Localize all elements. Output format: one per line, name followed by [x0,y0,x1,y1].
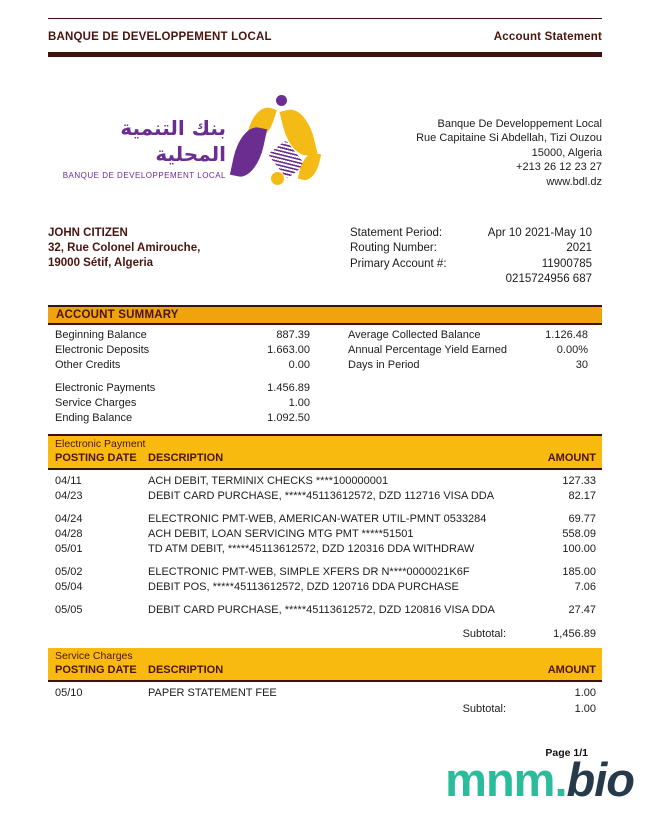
table-column-headers [55,663,596,677]
statement-info-label [350,272,353,288]
transaction-amount: 27.47 [568,603,596,616]
transaction-date: 04/24 [55,512,83,525]
summary-value: 1.092.50 [267,411,310,424]
section-title: Electronic Payment [55,437,146,450]
transaction-date: 04/23 [55,489,83,502]
transaction-date: 05/02 [55,565,83,578]
statement-info-label: Statement Period: [350,226,443,239]
customer-address-block [48,226,200,288]
service-charges-rows [48,682,602,701]
transaction-amount: 1.00 [574,686,596,699]
summary-label: Service Charges [55,396,137,409]
statement-info-row [350,226,602,242]
column-amount: AMOUNT [547,451,596,464]
masthead [48,31,602,43]
bank-address-line: Banque De Developpement Local [437,117,602,130]
statement-info-block [350,226,602,288]
statement-info-row [350,272,602,288]
transaction-row [55,603,596,618]
summary-right-column [348,328,588,426]
masthead-document-title: Account Statement [493,31,602,43]
header-divider [48,52,602,57]
transaction-amount: 558.09 [562,527,596,540]
logo-purple-petal-left [230,123,267,179]
transaction-date: 04/28 [55,527,83,540]
statement-info-value: 11900785 [541,257,592,270]
transaction-description: DEBIT POS, *****45113612572, DZD 120716 DDA PURCHASE [148,580,459,593]
section-title: Service Charges [55,649,133,662]
account-summary-body [48,325,602,426]
electronic-payment-rows [48,470,602,618]
transaction-description: ACH DEBIT, LOAN SERVICING MTG PMT *****51501 [148,527,414,540]
transaction-description: ELECTRONIC PMT-WEB, SIMPLE XFERS DR N****0000021K6F [148,565,470,578]
summary-value: 887.39 [276,328,310,341]
summary-row [55,358,310,373]
logo-row [48,95,602,187]
electronic-payment-header [48,434,602,470]
statement-info-row [350,257,602,273]
transaction-amount: 7.06 [574,580,596,593]
summary-row [55,396,310,411]
transaction-row [55,474,596,489]
logo-yellow-dot [271,172,284,185]
transaction-row [55,686,596,701]
column-posting-date: POSTING DATE [55,451,137,464]
summary-value: 30 [575,358,588,371]
statement-info-label: Routing Number: [350,242,437,254]
summary-value: 0.00 [288,358,310,371]
summary-value: 1.00 [288,396,310,409]
summary-label: Days in Period [348,358,420,371]
summary-row [348,328,588,343]
transaction-description: DEBIT CARD PURCHASE, *****45113612572, DZD 120816 VISA DDA [148,603,495,616]
summary-label: Average Collected Balance [348,328,481,341]
summary-value: 0.00% [556,343,588,356]
transaction-amount: 100.00 [562,542,596,555]
watermark-logo [445,752,634,807]
summary-value: 1.126.48 [545,328,588,341]
subtotal-value: 1,456.89 [553,627,596,640]
bank-logo [48,95,320,187]
bank-address-line: 15000, Algeria [531,146,602,159]
statement-info-value: Apr 10 2021-May 10 [487,226,592,239]
page-number: Page 1/1 [545,746,588,759]
logo-latin-name: BANQUE DE DEVELOPPEMENT LOCAL [62,170,226,180]
bank-logo-icon [234,95,320,187]
subtotal-value: 1.00 [574,702,596,715]
summary-label: Other Credits [55,358,121,371]
summary-row [348,343,588,358]
top-rule [48,18,602,19]
summary-row [348,358,588,373]
summary-row [55,411,310,426]
transaction-row [55,565,596,580]
statement-info-value: 2021 [566,242,592,254]
transaction-description: DEBIT CARD PURCHASE, *****45113612572, DZD 112716 VISA DDA [148,489,495,502]
summary-label: Ending Balance [55,411,133,424]
customer-name: JOHN CITIZEN [48,226,128,239]
electronic-payment-subtotal [48,627,602,642]
transaction-description: PAPER STATEMENT FEE [148,686,277,699]
logo-arabic-name: بنك التنمية المحلية [120,115,226,166]
service-charges-subtotal [48,702,602,717]
transaction-date: 04/11 [55,474,82,487]
transaction-row [55,542,596,557]
transaction-date: 05/04 [55,580,83,593]
transaction-row [55,580,596,595]
summary-value: 1.663.00 [267,343,310,356]
masthead-bank-name: BANQUE DE DEVELOPPEMENT LOCAL [48,31,272,43]
bank-logo-text [48,95,226,180]
transaction-amount: 82.17 [568,489,596,502]
logo-purple-dot [276,95,287,106]
watermark-primary: mnm. [445,753,567,806]
bank-address-line: www.bdl.dz [546,175,602,188]
summary-row [55,381,310,396]
transaction-description: TD ATM DEBIT, *****45113612572, DZD 120316 DDA WITHDRAW [148,542,475,555]
electronic-payment-section [48,434,602,642]
summary-value: 1.456.89 [267,381,310,394]
summary-left-column [55,328,310,426]
statement-info-value: 0215724956 687 [505,273,592,285]
column-description: DESCRIPTION [148,451,224,464]
customer-address-line-1: 32, Rue Colonel Amirouche, [48,241,201,254]
bank-address-line: Rue Capitaine Si Abdellah, Tizi Ouzou [416,132,602,144]
transaction-description: ACH DEBIT, TERMINIX CHECKS ****100000001 [148,474,389,487]
account-summary-header: ACCOUNT SUMMARY [48,305,602,325]
table-column-headers [55,451,596,465]
watermark-secondary: bio [566,753,634,806]
subtotal-label: Subtotal: [462,627,506,640]
transaction-row [55,527,596,542]
statement-info-row [350,241,602,257]
transaction-date: 05/05 [55,603,83,616]
summary-label: Electronic Deposits [55,343,150,356]
bank-address-line: +213 26 12 23 27 [516,161,602,173]
service-charges-section [48,648,602,717]
summary-row [55,343,310,358]
info-row [48,226,602,288]
transaction-description: ELECTRONIC PMT-WEB, AMERICAN-WATER UTIL-PMNT 0533284 [148,512,487,525]
column-amount: AMOUNT [547,663,596,676]
summary-row [55,328,310,343]
column-posting-date: POSTING DATE [55,663,137,676]
transaction-date: 05/10 [55,686,83,699]
bank-address [416,95,602,187]
customer-address-line-2: 19000 Sétif, Algeria [48,256,154,269]
summary-label: Electronic Payments [55,381,156,394]
subtotal-label: Subtotal: [462,702,506,715]
summary-label: Beginning Balance [55,328,147,341]
statement-info-label: Primary Account #: [350,257,447,270]
transaction-amount: 127.33 [562,474,596,487]
service-charges-header [48,648,602,682]
transaction-amount: 185.00 [562,565,596,578]
account-summary-section [48,305,602,426]
transaction-amount: 69.77 [568,512,596,525]
transaction-date: 05/01 [55,542,83,555]
transaction-row [55,512,596,527]
transaction-row [55,489,596,504]
summary-label: Annual Percentage Yield Earned [348,343,508,356]
column-description: DESCRIPTION [148,663,224,676]
